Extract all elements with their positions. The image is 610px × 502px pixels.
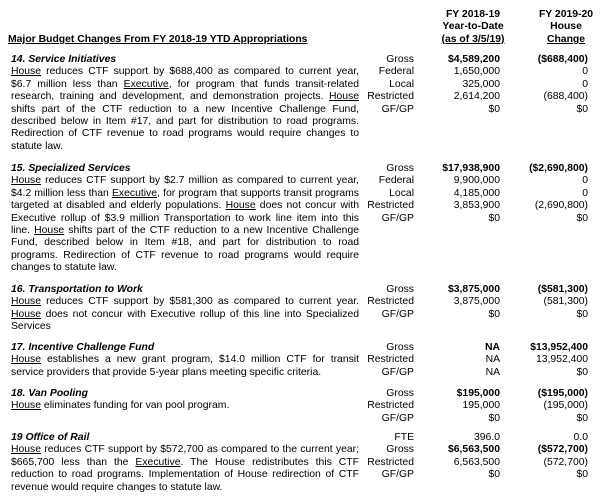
house-change-amounts: [538, 284, 588, 321]
description-text: Executive: [111, 187, 158, 199]
house-change-amounts-value: $0: [576, 412, 588, 424]
ytd-amounts: [442, 163, 500, 225]
description-text: House: [11, 66, 42, 78]
house-change-amounts-value: $0: [576, 212, 588, 224]
ytd-amounts-value: $4,589,200: [447, 54, 500, 65]
fund-source-labels-value: Federal: [378, 175, 414, 187]
house-change-amounts-value: (2,690,800): [534, 200, 588, 212]
house-change-amounts-value: ($572,700): [537, 444, 588, 456]
house-change-amounts-value: 0: [582, 187, 588, 199]
fund-source-labels-value: Gross: [386, 284, 414, 295]
description-text: House: [11, 400, 42, 412]
description-text: House: [11, 354, 42, 366]
ytd-amounts-value: $17,938,900: [442, 163, 500, 174]
house-change-amounts-value: 0: [582, 78, 588, 90]
ytd-amounts-value: 9,900,000: [453, 175, 500, 187]
ytd-amounts-value: $0: [488, 412, 500, 424]
description-text: does not concur with Executive rollup of $3.9 million Transportation to work line item into this line.: [11, 200, 359, 237]
house-change-amounts-value: ($688,400): [537, 54, 588, 65]
house-change-column-header: FY 2019-20 House Change: [538, 9, 594, 45]
ytd-amounts-value: 2,614,200: [453, 91, 500, 103]
description-text: , for program that supports transit programs targeted at disabled and elderly populations.: [11, 187, 359, 212]
ytd-amounts: [448, 54, 500, 116]
fund-source-labels-value: Gross: [386, 163, 414, 174]
house-change-amounts: [530, 342, 588, 379]
fund-source-labels: [367, 388, 414, 425]
fund-source-labels-value: GF/GP: [381, 366, 414, 378]
house-change-amounts-value: ($581,300): [537, 284, 588, 295]
fund-source-labels-value: Restricted: [367, 400, 414, 412]
house-change-amounts: [538, 54, 588, 116]
section-title: Major Budget Changes From FY 2018-19 YTD Appropriations: [8, 34, 308, 45]
ytd-column-header: FY 2018-19 Year-to-Date (as of 3/5/19): [441, 9, 505, 45]
ytd-amounts-value: $0: [488, 469, 500, 481]
item-title: 14. Service Initiatives: [11, 54, 117, 65]
ytd-amounts-value: NA: [485, 354, 500, 366]
house-change-amounts-value: $0: [576, 366, 588, 378]
ytd-amounts-value: 3,853,900: [453, 200, 500, 212]
description-text: reduces CTF support by $688,400 as compared to current year, $6.7 million less than: [11, 66, 359, 90]
house-change-amounts-value: 13,952,400: [535, 354, 588, 366]
ytd-amounts-value: $0: [488, 103, 500, 115]
description-text: House: [34, 225, 65, 237]
house-change-amounts-value: (581,300): [543, 296, 588, 308]
fund-source-labels-value: Gross: [386, 342, 414, 353]
ytd-amounts-value: 396.0: [473, 432, 500, 443]
ytd-amounts-value: $0: [488, 308, 500, 320]
item-description: [11, 284, 359, 334]
fund-source-labels: [367, 54, 414, 116]
fund-source-labels-value: GF/GP: [381, 469, 414, 481]
item-description: [11, 388, 359, 413]
description-text: House: [328, 91, 359, 103]
description-text: reduces CTF support by $572,700 as compared to the current year; $665,700 less than the: [11, 444, 359, 468]
fund-source-labels-value: GF/GP: [381, 308, 414, 320]
description-text: House: [11, 308, 42, 320]
ytd-amounts-value: 325,000: [462, 78, 500, 90]
item-title: 17. Incentive Challenge Fund: [11, 342, 155, 353]
fund-source-labels: [367, 284, 414, 321]
fund-source-labels-value: Gross: [386, 444, 414, 456]
description-text: Executive: [123, 78, 169, 90]
description-text: does not concur with Executive rollup of this line into Specialized Services: [11, 308, 359, 333]
house-change-amounts: [538, 432, 588, 482]
ytd-amounts: [448, 432, 500, 482]
fund-source-labels-value: Gross: [386, 388, 414, 399]
item-description: [11, 432, 359, 494]
house-change-amounts-value: $0: [576, 308, 588, 320]
fund-source-labels-value: Federal: [378, 66, 414, 78]
fund-source-labels-value: Local: [389, 78, 414, 90]
ytd-amounts-value: 4,185,000: [453, 187, 500, 199]
description-text: House: [225, 200, 256, 212]
fund-source-labels-value: Restricted: [367, 91, 414, 103]
description-text: shifts part of the CTF reduction to a new Incentive Challenge Fund, described below in Item #17, and part for distribution to road programs. Redirection of CTF revenue to road programs would require changes to statute law.: [11, 103, 359, 152]
house-change-amounts-value: $0: [576, 103, 588, 115]
house-change-amounts-value: ($195,000): [537, 388, 588, 399]
fund-source-labels-value: GF/GP: [381, 103, 414, 115]
item-title: 16. Transportation to Work: [11, 284, 143, 295]
fund-source-labels-value: GF/GP: [381, 412, 414, 424]
house-change-amounts-value: $0: [576, 469, 588, 481]
item-title: 18. Van Pooling: [11, 388, 88, 399]
fund-source-labels-value: Gross: [386, 54, 414, 65]
description-text: establishes a new grant program, $14.0 million CTF for transit service providers that provide 5-year plans meeting specific criteria.: [11, 354, 359, 378]
description-text: , for program that funds transit-related research, training and development, and demonstration projects.: [11, 78, 360, 103]
ytd-amounts-value: 3,875,000: [453, 296, 500, 308]
description-text: House: [11, 444, 42, 456]
fund-source-labels: [367, 342, 414, 379]
description-text: House: [11, 296, 42, 308]
description-text: reduces CTF support by $581,300 as compared to current year.: [41, 296, 359, 308]
fund-source-labels-value: Local: [389, 187, 414, 199]
description-text: . The House redistributes this CTF reduction to road programs. Implementation of House redirection of CTF revenue would require changes to statute law.: [11, 456, 359, 493]
ytd-amounts-value: 1,650,000: [453, 66, 500, 78]
fund-source-labels-value: FTE: [394, 432, 414, 443]
description-text: shifts part of the CTF reduction to a new Incentive Challenge Fund, described below in Item #18, and part for distribution to road programs. Redirection of CTF revenue to road programs would require changes to statute law.: [11, 225, 360, 274]
ytd-amounts-value: $195,000: [456, 388, 500, 399]
item-description: [11, 54, 359, 153]
ytd-amounts: [485, 342, 500, 379]
fund-source-labels-value: Restricted: [367, 456, 414, 468]
ytd-amounts-value: $3,875,000: [447, 284, 500, 295]
house-change-amounts: [529, 163, 588, 225]
description-text: Executive: [135, 456, 181, 468]
item-title: 19 Office of Rail: [11, 432, 90, 443]
house-change-amounts-value: (195,000): [543, 400, 588, 412]
description-text: reduces CTF support by $2.7 million as compared to current year, $4.2 million less than: [11, 175, 359, 199]
ytd-amounts: [457, 388, 500, 425]
fund-source-labels: [367, 432, 414, 482]
description-text: House: [11, 175, 42, 187]
ytd-amounts-value: NA: [484, 342, 500, 353]
item-description: [11, 342, 359, 379]
house-change-amounts-value: 0: [582, 175, 588, 187]
house-change-amounts-value: $13,952,400: [530, 342, 588, 353]
description-text: eliminates funding for van pool program.: [41, 400, 230, 412]
fund-source-labels-value: GF/GP: [381, 212, 414, 224]
item-description: [11, 163, 359, 275]
fund-source-labels-value: Restricted: [367, 200, 414, 212]
fund-source-labels: [367, 163, 414, 225]
house-change-amounts-value: 0: [582, 66, 588, 78]
house-change-amounts-value: 0.0: [573, 432, 588, 443]
fund-source-labels-value: Restricted: [367, 296, 414, 308]
ytd-amounts-value: NA: [485, 366, 500, 378]
house-change-amounts-value: ($2,690,800): [529, 163, 588, 174]
ytd-amounts-value: 6,563,500: [453, 456, 500, 468]
ytd-amounts-value: $0: [488, 212, 500, 224]
ytd-amounts-value: 195,000: [462, 400, 500, 412]
house-change-amounts: [538, 388, 588, 425]
ytd-amounts-value: $6,563,500: [447, 444, 500, 456]
ytd-amounts: [448, 284, 500, 321]
house-change-amounts-value: (572,700): [543, 456, 588, 468]
fund-source-labels-value: Restricted: [367, 354, 414, 366]
item-title: 15. Specialized Services: [11, 163, 131, 174]
house-change-amounts-value: (688,400): [543, 91, 588, 103]
